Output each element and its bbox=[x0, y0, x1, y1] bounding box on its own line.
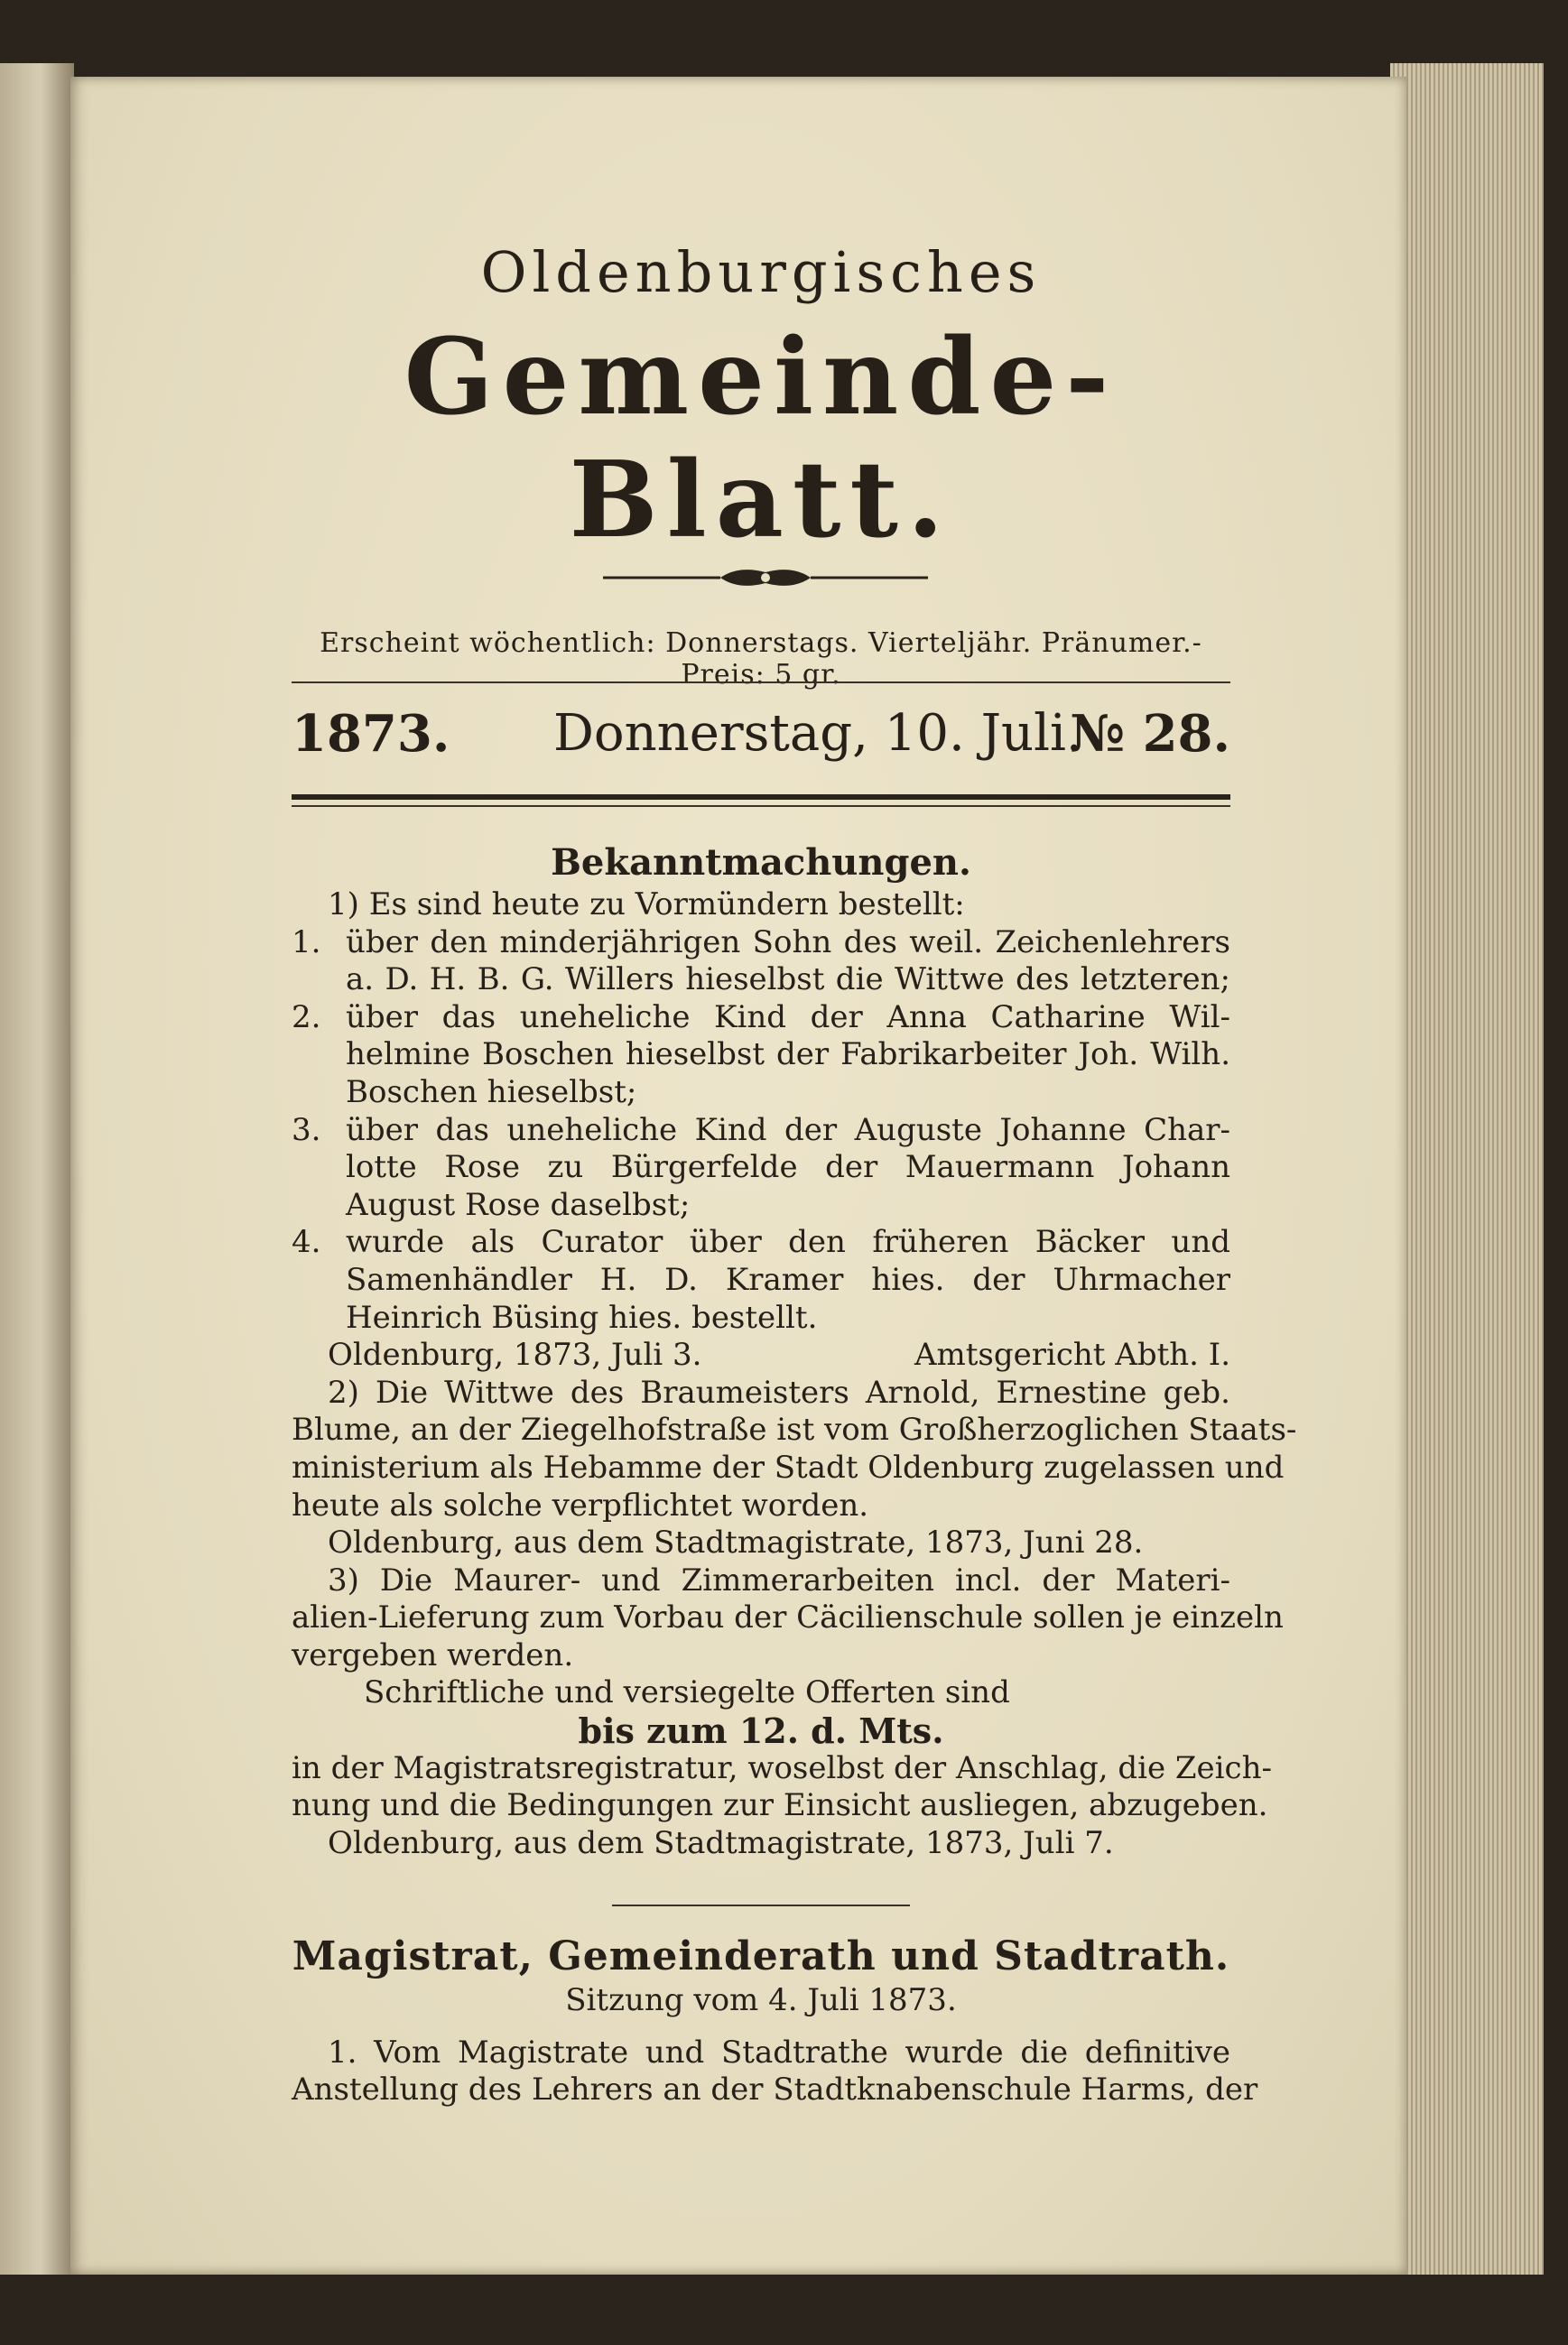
header-rule-thin bbox=[292, 805, 1230, 807]
announcement-3-deadline: bis zum 12. d. Mts. bbox=[578, 1710, 944, 1752]
list-item: 4. wurde als Curator über den früheren Bäcker und Samenhändler H. D. Kramer hies. der Uhrmacher Heinrich Büsing hies. bestellt. bbox=[292, 1224, 1230, 1336]
masthead-title: Gemeinde-Blatt. bbox=[404, 316, 1118, 561]
book-spine-left bbox=[0, 63, 74, 2275]
announcement-1-signature bbox=[292, 1337, 1230, 1375]
magistrat-line: 1. Vom Magistrate und Stadtrathe wurde die definitive bbox=[328, 2034, 1230, 2071]
announcement-3-signature: Oldenburg, aus dem Stadtmagistrate, 1873, Juli 7. bbox=[328, 1824, 1114, 1861]
ornament-divider-icon bbox=[603, 560, 928, 596]
announcements-section bbox=[292, 839, 1297, 1862]
publication-info: Erscheint wöchentlich: Donnerstags. Vierteljähr. Pränumer.-Preis: 5 gr. bbox=[320, 627, 1202, 691]
place-date: Oldenburg, 1873, Juli 3. bbox=[328, 1337, 702, 1374]
announcement-1-intro: 1) Es sind heute zu Vormündern bestellt: bbox=[328, 886, 965, 922]
list-item: 1. über den minderjährigen Sohn des weil. Zeichenlehrers a. D. H. B. G. Willers hieselbst die Wittwe des letzteren; bbox=[292, 923, 1230, 998]
announcement-3-line: nung und die Bedingungen zur Einsicht ausliegen, abzugeben. bbox=[292, 1787, 1268, 1824]
announcement-3-line: vergeben werden. bbox=[292, 1636, 574, 1673]
header-rule bbox=[292, 681, 1230, 683]
announcement-2-line: Blume, an der Ziegelhofstraße ist vom Großherzoglichen Staats- bbox=[292, 1412, 1297, 1449]
issue-date: Donnerstag, 10. Juli. bbox=[553, 704, 1082, 763]
section-heading: Bekanntmachungen. bbox=[551, 841, 971, 884]
newspaper-page bbox=[70, 77, 1406, 2275]
magistrat-line: Anstellung des Lehrers an der Stadtknabenschule Harms, der bbox=[292, 2072, 1258, 2109]
book-page-edges bbox=[1390, 63, 1544, 2275]
announcement-2-line: 2) Die Wittwe des Braumeisters Arnold, Ernestine geb. bbox=[328, 1374, 1230, 1411]
list-item: 2. über das uneheliche Kind der Anna Catharine Wil- helmine Boschen hieselbst der Fabrikarbeiter Joh. Wilh. Boschen hieselbst; bbox=[292, 998, 1230, 1110]
session-date: Sitzung vom 4. Juli 1873. bbox=[565, 1982, 957, 2018]
magistrat-section bbox=[292, 1932, 1258, 2109]
header-rule-thick bbox=[292, 794, 1230, 800]
announcement-2-signature: Oldenburg, aus dem Stadtmagistrate, 1873, Juni 28. bbox=[328, 1525, 1144, 1562]
masthead-line1: Oldenburgisches bbox=[480, 239, 1042, 305]
announcement-3-offer: Schriftliche und versiegelte Offerten sind bbox=[364, 1674, 1010, 1711]
announcement-2-line: heute als solche verpflichtet worden. bbox=[292, 1487, 869, 1524]
dateline bbox=[292, 704, 1230, 767]
announcement-2-line: ministerium als Hebamme der Stadt Oldenburg zugelassen und bbox=[292, 1449, 1285, 1486]
list-item: 3. über das uneheliche Kind der Auguste Johanne Char- lotte Rose zu Bürgerfelde der Mauermann Johann August Rose daselbst; bbox=[292, 1111, 1230, 1223]
issue-number: № 28. bbox=[1070, 704, 1230, 764]
section-heading: Magistrat, Gemeinderath und Stadtrath. bbox=[292, 1933, 1230, 1979]
section-divider bbox=[612, 1905, 910, 1906]
announcement-3-line: alien-Lieferung zum Vorbau der Cäcilienschule sollen je einzeln bbox=[292, 1599, 1284, 1636]
year: 1873. bbox=[292, 704, 450, 764]
authority: Amtsgericht Abth. I. bbox=[914, 1337, 1230, 1374]
announcement-3-line: 3) Die Maurer- und Zimmerarbeiten incl. der Materi- bbox=[328, 1562, 1230, 1599]
announcement-3-line: in der Magistratsregistratur, woselbst der Anschlag, die Zeich- bbox=[292, 1749, 1272, 1786]
